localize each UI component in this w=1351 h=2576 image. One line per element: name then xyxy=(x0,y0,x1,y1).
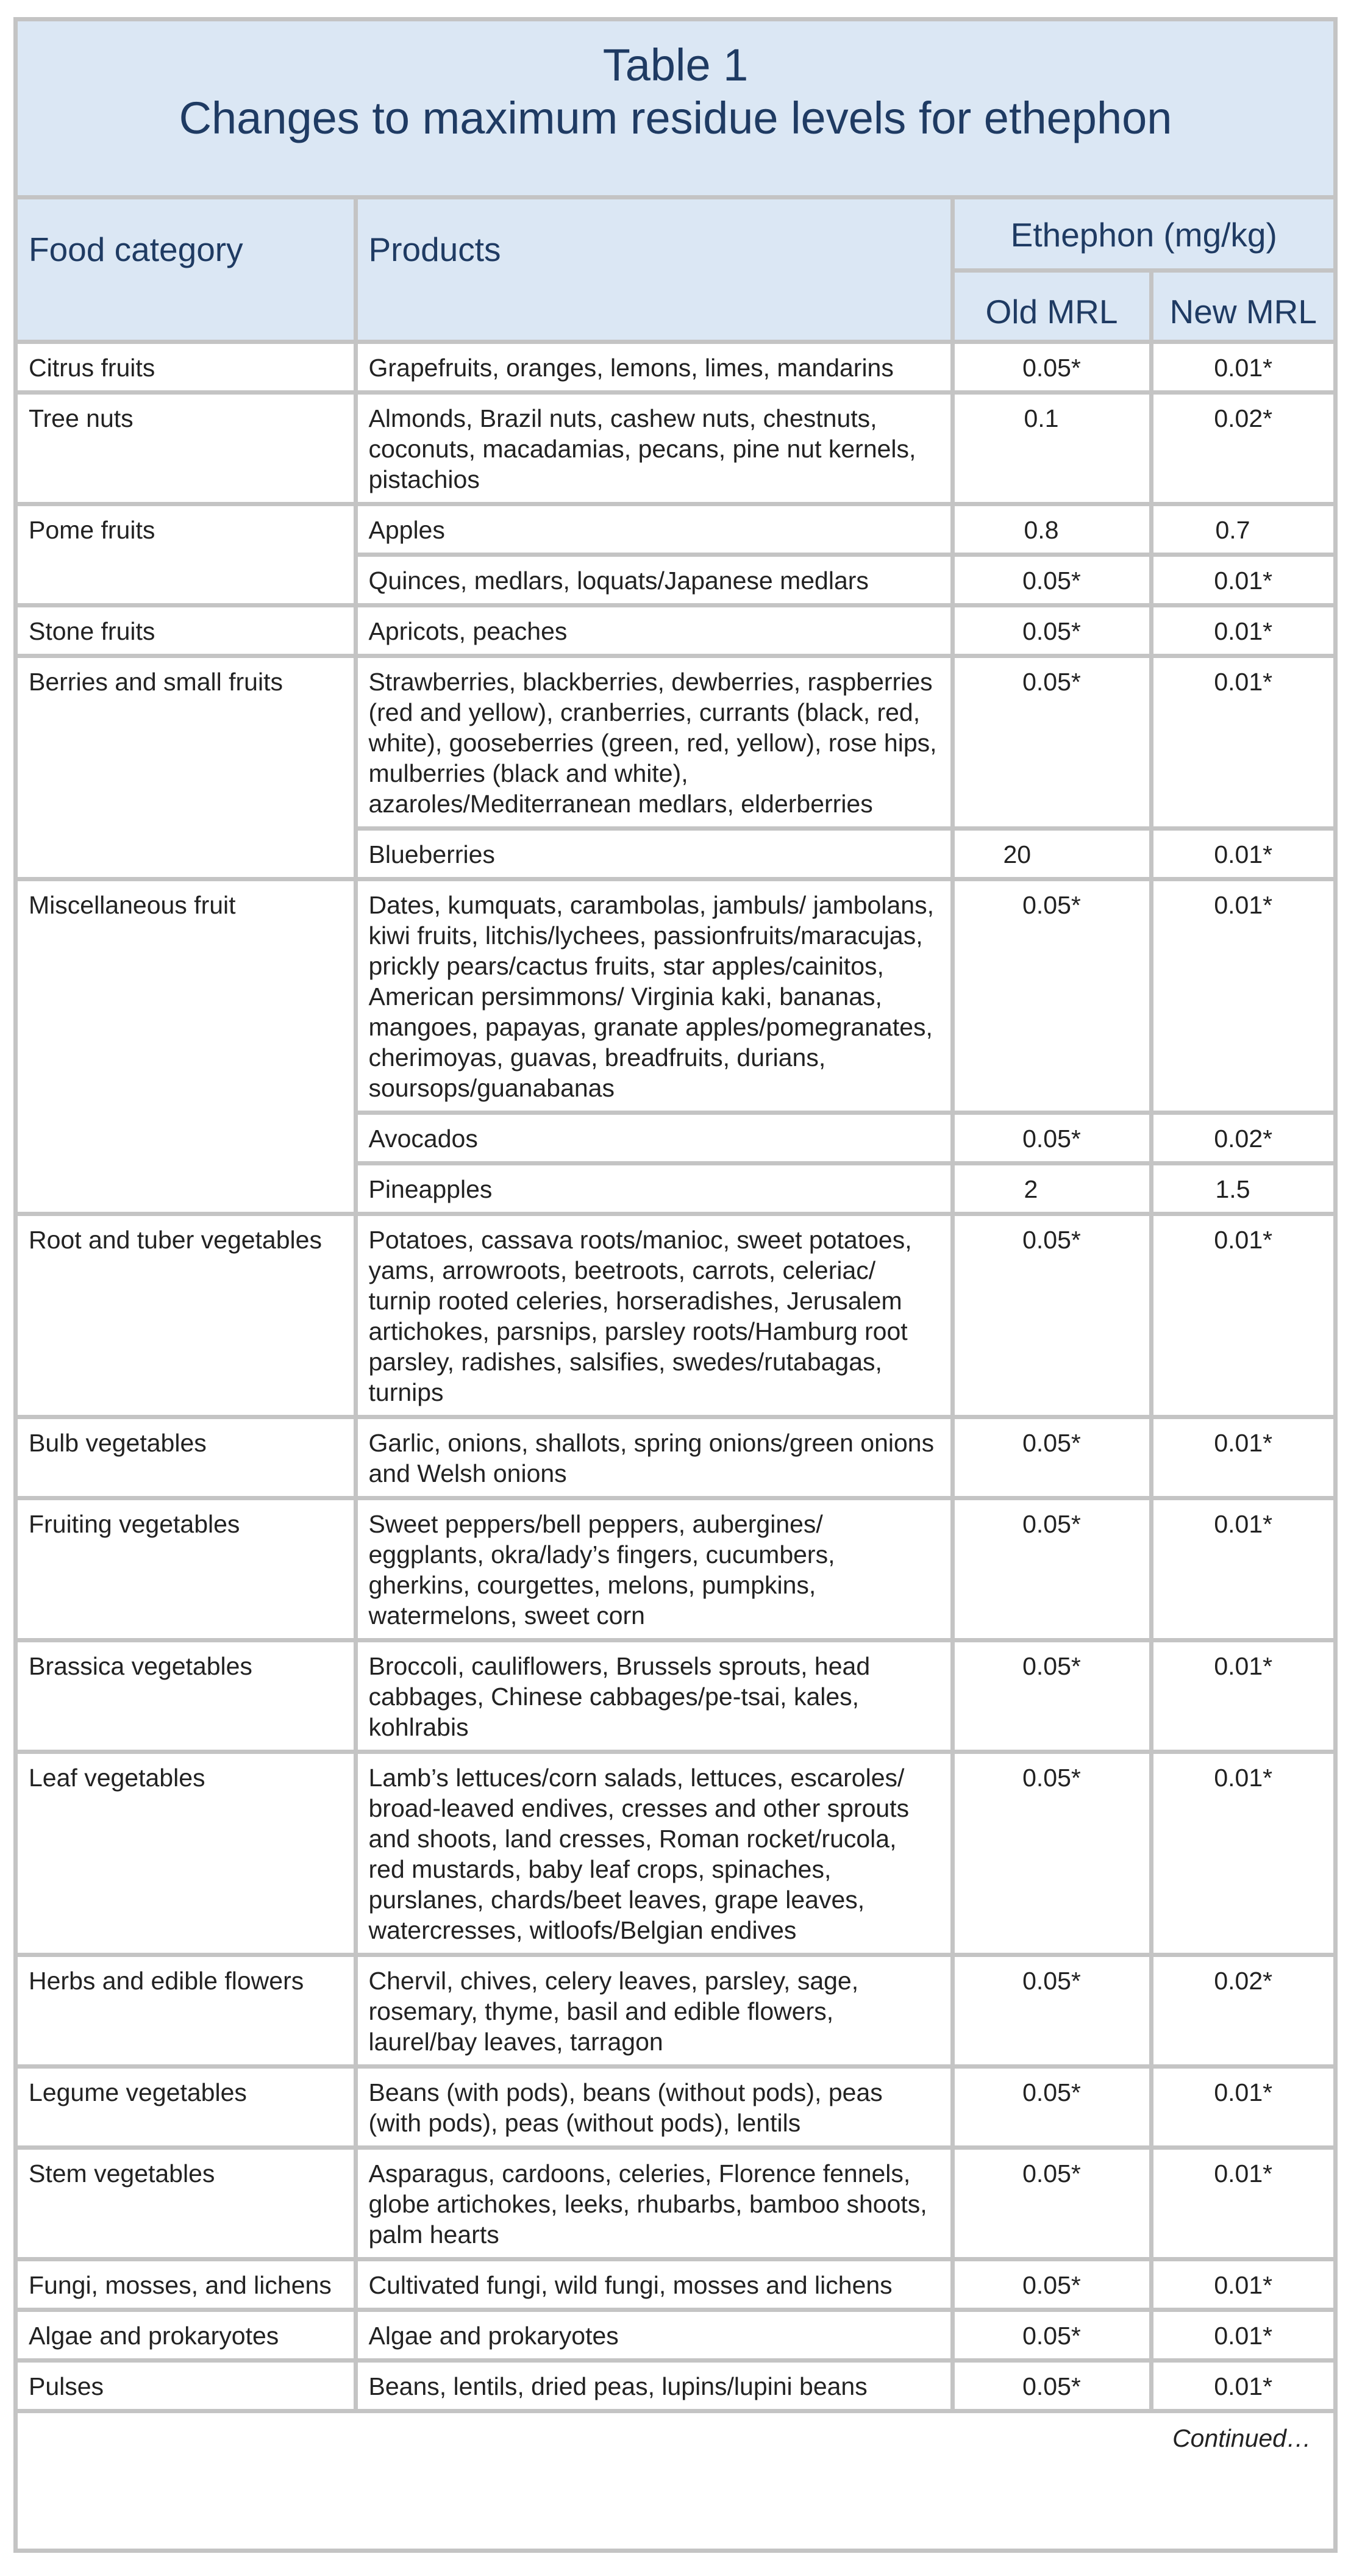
table-row xyxy=(18,1751,1333,1955)
table-row xyxy=(18,1498,1333,1640)
header-old-mrl: Old MRL xyxy=(952,270,1151,342)
old-mrl-cell xyxy=(952,1417,1151,1498)
food-category-cell: Herbs and edible flowers xyxy=(18,1955,355,2066)
table-row xyxy=(18,1640,1333,1751)
new-mrl-cell xyxy=(1151,656,1333,828)
old-mrl-cell xyxy=(952,504,1151,554)
table-title-box xyxy=(18,21,1333,199)
new-mrl-value: 0.01* xyxy=(1214,840,1273,868)
food-category-cell: Stem vegetables xyxy=(18,2147,355,2259)
food-category-cell: Stone fruits xyxy=(18,605,355,656)
table-row xyxy=(18,2259,1333,2309)
table-row xyxy=(18,342,1333,392)
new-mrl-cell xyxy=(1151,2259,1333,2309)
food-category-cell: Miscellaneous fruit xyxy=(18,879,355,1214)
old-mrl-value: 0.05* xyxy=(1022,617,1081,645)
new-mrl-value: 0.01* xyxy=(1214,2159,1273,2188)
old-mrl-value: 0.05* xyxy=(1022,2372,1081,2400)
new-mrl-value: 0.01* xyxy=(1214,1763,1273,1792)
old-mrl-cell xyxy=(952,1112,1151,1163)
products-cell: Dates, kumquats, carambolas, jambuls/ jambolans, kiwi fruits, litchis/lychees, passionfruits/maracujas, prickly pears/cactus fruits, star apples/cainitos, American persimmons/ Virginia kaki, bananas, mangoes, papayas, granate apples/pomegranates, cherimoyas, guavas, breadfruits, durians, soursops/guanabanas xyxy=(355,879,952,1112)
table-row xyxy=(18,1955,1333,2066)
food-category-cell: Root and tuber vegetables xyxy=(18,1214,355,1417)
new-mrl-cell xyxy=(1151,2147,1333,2259)
continued-note: Continued… xyxy=(1172,2424,1311,2452)
new-mrl-value: 0.01* xyxy=(1214,667,1273,696)
old-mrl-cell xyxy=(952,828,1151,879)
old-mrl-value: 20 xyxy=(1003,840,1032,868)
food-category-cell: Leaf vegetables xyxy=(18,1751,355,1955)
old-mrl-value: 0.05* xyxy=(1022,1509,1081,1538)
food-category-cell: Algae and prokaryotes xyxy=(18,2309,355,2360)
products-cell: Almonds, Brazil nuts, cashew nuts, chestnuts, coconuts, macadamias, pecans, pine nut kernels, pistachios xyxy=(355,392,952,504)
new-mrl-cell xyxy=(1151,554,1333,605)
table-frame xyxy=(13,17,1338,2553)
products-cell: Chervil, chives, celery leaves, parsley, sage, rosemary, thyme, basil and edible flowers, laurel/bay leaves, tarragon xyxy=(355,1955,952,2066)
old-mrl-value: 0.05* xyxy=(1022,353,1081,382)
new-mrl-value: 0.01* xyxy=(1214,1428,1273,1457)
new-mrl-cell xyxy=(1151,342,1333,392)
old-mrl-cell xyxy=(952,2309,1151,2360)
new-mrl-cell xyxy=(1151,879,1333,1112)
header-ethephon: Ethephon (mg/kg) xyxy=(952,199,1333,270)
new-mrl-value: 0.01* xyxy=(1214,2270,1273,2299)
old-mrl-cell xyxy=(952,1214,1151,1417)
old-mrl-cell xyxy=(952,392,1151,504)
old-mrl-value: 0.05* xyxy=(1022,2270,1081,2299)
old-mrl-value: 2 xyxy=(1024,1175,1038,1203)
old-mrl-value: 0.05* xyxy=(1022,890,1081,919)
new-mrl-value: 0.01* xyxy=(1214,2372,1273,2400)
new-mrl-cell xyxy=(1151,1112,1333,1163)
old-mrl-cell xyxy=(952,554,1151,605)
products-cell: Pineapples xyxy=(355,1163,952,1214)
old-mrl-value: 0.05* xyxy=(1022,1763,1081,1792)
new-mrl-cell xyxy=(1151,1751,1333,1955)
table-row xyxy=(18,2360,1333,2411)
old-mrl-cell xyxy=(952,1498,1151,1640)
food-category-cell: Pulses xyxy=(18,2360,355,2411)
products-cell: Sweet peppers/bell peppers, aubergines/ eggplants, okra/lady’s fingers, cucumbers, gherkins, courgettes, melons, pumpkins, watermelons, sweet corn xyxy=(355,1498,952,1640)
new-mrl-value: 0.02* xyxy=(1214,1966,1273,1995)
old-mrl-cell xyxy=(952,2360,1151,2411)
old-mrl-cell xyxy=(952,1640,1151,1751)
new-mrl-value: 0.01* xyxy=(1214,1225,1273,1254)
header-new-mrl: New MRL xyxy=(1151,270,1333,342)
table-row xyxy=(18,605,1333,656)
table-row xyxy=(18,2147,1333,2259)
food-category-cell: Fruiting vegetables xyxy=(18,1498,355,1640)
new-mrl-value: 0.01* xyxy=(1214,566,1273,595)
old-mrl-cell xyxy=(952,2259,1151,2309)
new-mrl-cell xyxy=(1151,392,1333,504)
old-mrl-cell xyxy=(952,1955,1151,2066)
old-mrl-cell xyxy=(952,1751,1151,1955)
old-mrl-cell xyxy=(952,1163,1151,1214)
old-mrl-value: 0.05* xyxy=(1022,566,1081,595)
products-cell: Strawberries, blackberries, dewberries, raspberries (red and yellow), cranberries, currants (black, red, white), gooseberries (green, red, yellow), rose hips, mulberries (black and white), azaroles/Mediterranean medlars, elderberries xyxy=(355,656,952,828)
products-cell: Apples xyxy=(355,504,952,554)
table-row xyxy=(18,656,1333,828)
products-cell: Grapefruits, oranges, lemons, limes, mandarins xyxy=(355,342,952,392)
new-mrl-cell xyxy=(1151,1955,1333,2066)
products-cell: Quinces, medlars, loquats/Japanese medlars xyxy=(355,554,952,605)
products-cell: Algae and prokaryotes xyxy=(355,2309,952,2360)
products-cell: Blueberries xyxy=(355,828,952,879)
table-row xyxy=(18,2309,1333,2360)
old-mrl-value: 0.05* xyxy=(1022,1651,1081,1680)
products-cell: Potatoes, cassava roots/manioc, sweet potatoes, yams, arrowroots, beetroots, carrots, celeriac/ turnip rooted celeries, horseradishes, Jerusalem artichokes, parsnips, parsley roots/Hamburg root parsley, radishes, salsifies, swedes/rutabagas, turnips xyxy=(355,1214,952,1417)
products-cell: Beans, lentils, dried peas, lupins/lupini beans xyxy=(355,2360,952,2411)
new-mrl-cell xyxy=(1151,1214,1333,1417)
new-mrl-cell xyxy=(1151,504,1333,554)
table-row xyxy=(18,1417,1333,1498)
old-mrl-value: 0.05* xyxy=(1022,667,1081,696)
food-category-cell: Bulb vegetables xyxy=(18,1417,355,1498)
food-category-cell: Tree nuts xyxy=(18,392,355,504)
products-cell: Apricots, peaches xyxy=(355,605,952,656)
old-mrl-cell xyxy=(952,656,1151,828)
new-mrl-value: 0.01* xyxy=(1214,2078,1273,2106)
new-mrl-cell xyxy=(1151,2066,1333,2147)
mrl-table xyxy=(18,199,1333,2462)
old-mrl-value: 0.05* xyxy=(1022,1966,1081,1995)
old-mrl-value: 0.05* xyxy=(1022,1428,1081,1457)
new-mrl-cell xyxy=(1151,1163,1333,1214)
old-mrl-value: 0.05* xyxy=(1022,1124,1081,1153)
old-mrl-cell xyxy=(952,879,1151,1112)
old-mrl-value: 0.8 xyxy=(1024,515,1059,544)
products-cell: Cultivated fungi, wild fungi, mosses and lichens xyxy=(355,2259,952,2309)
old-mrl-cell xyxy=(952,605,1151,656)
table-row xyxy=(18,1214,1333,1417)
products-cell: Avocados xyxy=(355,1112,952,1163)
products-cell: Beans (with pods), beans (without pods), peas (with pods), peas (without pods), lentils xyxy=(355,2066,952,2147)
new-mrl-cell xyxy=(1151,1417,1333,1498)
food-category-cell: Pome fruits xyxy=(18,504,355,605)
table-row xyxy=(18,2066,1333,2147)
products-cell: Lamb’s lettuces/corn salads, lettuces, escaroles/ broad-leaved endives, cresses and other sprouts and shoots, land cresses, Roman rocket/rucola, red mustards, baby leaf crops, spinaches, purslanes, chards/beet leaves, grape leaves, watercresses, witloofs/Belgian endives xyxy=(355,1751,952,1955)
new-mrl-cell xyxy=(1151,605,1333,656)
old-mrl-value: 0.05* xyxy=(1022,2321,1081,2350)
new-mrl-value: 0.7 xyxy=(1215,515,1250,544)
food-category-cell: Brassica vegetables xyxy=(18,1640,355,1751)
food-category-cell: Fungi, mosses, and lichens xyxy=(18,2259,355,2309)
new-mrl-value: 0.01* xyxy=(1214,1651,1273,1680)
table-row xyxy=(18,879,1333,1112)
old-mrl-value: 0.05* xyxy=(1022,2078,1081,2106)
new-mrl-cell xyxy=(1151,1640,1333,1751)
new-mrl-value: 0.02* xyxy=(1214,404,1273,432)
table-row xyxy=(18,392,1333,504)
new-mrl-cell xyxy=(1151,828,1333,879)
new-mrl-value: 1.5 xyxy=(1215,1175,1250,1203)
header-food-category: Food category xyxy=(18,199,355,342)
table-title: Changes to maximum residue levels for ethephon xyxy=(179,93,1172,143)
products-cell: Broccoli, cauliflowers, Brussels sprouts, head cabbages, Chinese cabbages/pe-tsai, kales, kohlrabis xyxy=(355,1640,952,1751)
new-mrl-value: 0.01* xyxy=(1214,1509,1273,1538)
table-number: Table 1 xyxy=(602,40,749,90)
new-mrl-value: 0.01* xyxy=(1214,890,1273,919)
food-category-cell: Legume vegetables xyxy=(18,2066,355,2147)
food-category-cell: Citrus fruits xyxy=(18,342,355,392)
old-mrl-value: 0.1 xyxy=(1024,404,1059,432)
header-products: Products xyxy=(355,199,952,342)
old-mrl-cell xyxy=(952,2066,1151,2147)
old-mrl-cell xyxy=(952,2147,1151,2259)
products-cell: Asparagus, cardoons, celeries, Florence fennels, globe artichokes, leeks, rhubarbs, bamboo shoots, palm hearts xyxy=(355,2147,952,2259)
new-mrl-value: 0.01* xyxy=(1214,2321,1273,2350)
products-cell: Garlic, onions, shallots, spring onions/green onions and Welsh onions xyxy=(355,1417,952,1498)
old-mrl-value: 0.05* xyxy=(1022,1225,1081,1254)
new-mrl-cell xyxy=(1151,2360,1333,2411)
old-mrl-cell xyxy=(952,342,1151,392)
new-mrl-cell xyxy=(1151,1498,1333,1640)
old-mrl-value: 0.05* xyxy=(1022,2159,1081,2188)
food-category-cell: Berries and small fruits xyxy=(18,656,355,879)
new-mrl-value: 0.01* xyxy=(1214,617,1273,645)
new-mrl-value: 0.01* xyxy=(1214,353,1273,382)
new-mrl-value: 0.02* xyxy=(1214,1124,1273,1153)
table-row xyxy=(18,504,1333,554)
new-mrl-cell xyxy=(1151,2309,1333,2360)
